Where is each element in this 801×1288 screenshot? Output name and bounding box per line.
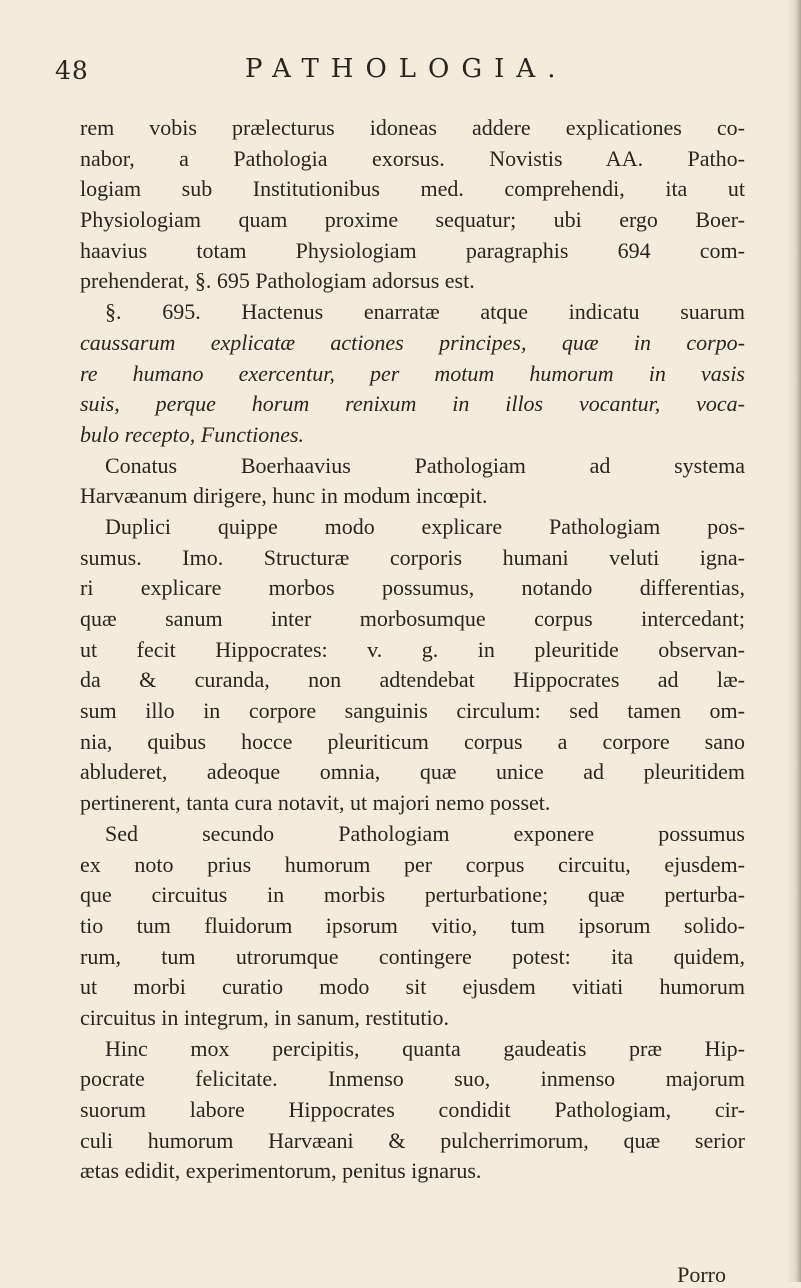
text-line: tio tum fluidorum ipsorum vitio, tum ipsorum solido-	[80, 912, 745, 938]
text-line: circuitus in integrum, in sanum, restitutio.	[80, 1004, 450, 1030]
page-number: 48	[55, 56, 89, 85]
text-line: ut morbi curatio modo sit ejusdem vitiati humorum	[80, 974, 745, 1000]
text-line: pertinerent, tanta cura notavit, ut majori nemo posset.	[80, 790, 551, 816]
text-line: quæ sanum inter morbosumque corpus intercedant;	[80, 606, 745, 631]
text-line: prehenderat, §. 695 Pathologiam adorsus est.	[80, 268, 475, 294]
text-line: Sed secundo Pathologiam exponere possumus	[105, 820, 745, 846]
text-line: suorum labore Hippocrates condidit Pathologiam, cir-	[80, 1097, 745, 1122]
catchword: Porro	[677, 1262, 726, 1287]
text-line: culi humorum Harvæani & pulcherrimorum, quæ serior	[80, 1127, 745, 1153]
text-line: haavius totam Physiologiam paragraphis 694 com-	[80, 237, 745, 263]
text-line: re humano exercentur, per motum humorum in vasis	[80, 360, 745, 386]
text-line: pocrate felicitate. Inmenso suo, inmenso majorum	[80, 1066, 745, 1092]
text-line: Harvæanum dirigere, hunc in modum incœpit.	[80, 483, 488, 509]
text-line: rum, tum utrorumque contingere potest: ita quidem,	[80, 943, 745, 969]
text-line: Duplici quippe modo explicare Pathologiam pos-	[105, 513, 745, 539]
text-line: da & curanda, non adtendebat Hippocrates ad læ-	[80, 667, 745, 693]
text-line: Conatus Boerhaavius Pathologiam ad systema	[105, 452, 745, 478]
text-line: suis, perque horum renixum in illos vocantur, voca-	[80, 391, 745, 417]
text-line: §. 695. Hactenus enarratæ atque indicatu suarum	[105, 299, 745, 325]
text-line: rem vobis prælecturus idoneas addere explicationes co-	[80, 115, 745, 140]
text-line: nia, quibus hocce pleuriticum corpus a corpore sano	[80, 728, 745, 754]
text-line: ut fecit Hippocrates: v. g. in pleuritide observan-	[80, 636, 745, 662]
text-line: Physiologiam quam proxime sequatur; ubi ergo Boer-	[80, 207, 745, 233]
text-line: nabor, a Pathologia exorsus. Novistis AA. Patho-	[80, 145, 745, 171]
running-title: PATHOLOGIA.	[245, 54, 568, 84]
text-line: ex noto prius humorum per corpus circuitu, ejusdem-	[80, 851, 745, 877]
text-line: abluderet, adeoque omnia, quæ unice ad pleuritidem	[80, 759, 745, 785]
body-text	[80, 113, 745, 1187]
text-line: sumus. Imo. Structuræ corporis humani veluti igna-	[80, 544, 745, 570]
text-line: caussarum explicatæ actiones principes, quæ in corpo-	[80, 329, 745, 355]
text-line: bulo recepto, Functiones.	[80, 421, 305, 447]
text-line: sum illo in corpore sanguinis circulum: sed tamen om-	[80, 698, 745, 724]
text-line: Hinc mox percipitis, quanta gaudeatis præ Hip-	[105, 1035, 745, 1061]
text-line: que circuitus in morbis perturbatione; quæ perturba-	[80, 882, 745, 908]
page-edge-shadow	[787, 0, 801, 1282]
running-head	[55, 50, 755, 90]
text-line: logiam sub Institutionibus med. comprehendi, ita ut	[80, 176, 745, 202]
text-line: ætas edidit, experimentorum, penitus ignarus.	[80, 1158, 482, 1184]
text-line: ri explicare morbos possumus, notando differentias,	[80, 575, 745, 601]
